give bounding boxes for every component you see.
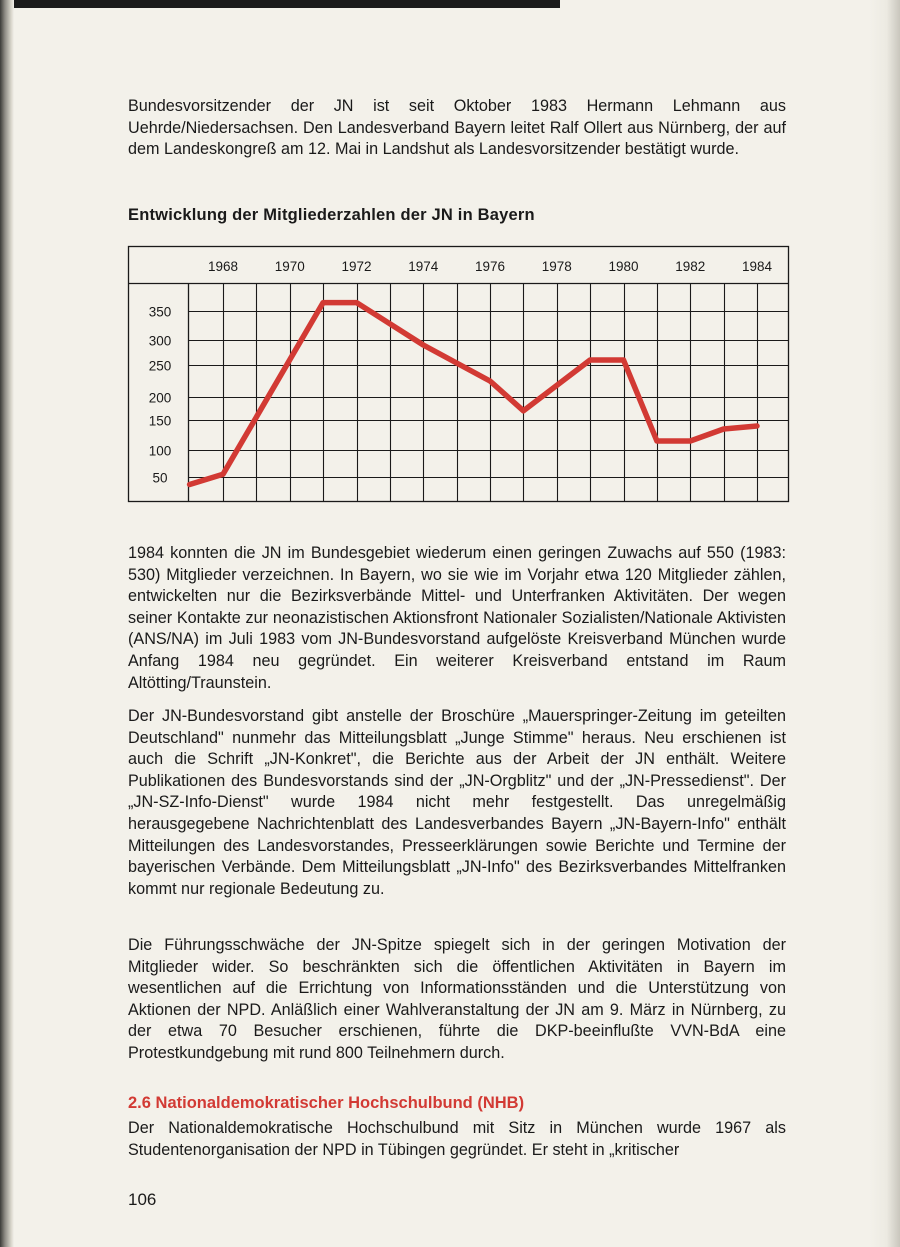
series-line-mitglieder bbox=[190, 303, 757, 485]
x-tick-label: 1972 bbox=[341, 259, 372, 274]
paragraph-leadership: Die Führungsschwäche der JN-Spitze spiegelt sich in der geringen Motivation der Mitglieder wider. So beschränkten sich die öffentlichen Aktivitäten in Bayern im wesentlichen auf die Errichtung von Informationsständen und die Unterstützung von Aktionen der NPD. Anläßlich einer Wahlveranstaltung der JN am 9. März in Nürnberg, zu der etwa 70 Besucher erschienen, führte die DKP-beeinflußte VVN-BdA eine Protestkundgebung mit rund 800 Teilnehmern durch. bbox=[128, 936, 786, 1062]
x-tick-label: 1978 bbox=[541, 259, 572, 274]
section-title: Nationaldemokratischer Hochschulbund (NHB) bbox=[155, 1094, 525, 1112]
y-tick-label: 250 bbox=[148, 358, 172, 374]
x-tick-label: 1968 bbox=[207, 259, 239, 274]
y-tick-label: 300 bbox=[148, 333, 172, 349]
paragraph-publications: Der JN-Bundesvorstand gibt anstelle der Broschüre „Mauerspringer-Zeitung im geteilten Deutschland" nunmehr das Mitteilungsblatt „Junge Stimme" heraus. Neu erschienen ist auch die Schrift „JN-Konkret", die Berichte aus der Arbeit der JN enthält. Weitere Publikationen des Bundesvorstands sind der „JN-Orgblitz" und der „JN-Pressedienst". Der „JN-SZ-Info-Dienst" wurde 1984 nicht mehr festgestellt. Das unregelmäßig herausgegebene Nachrichtenblatt des Landesverbandes Bayern „JN-Bayern-Info" enthält Mitteilungen des Landesvorstandes, Presseerklärungen sowie Berichte und Termine der bayerischen Verbände. Dem Mitteilungsblatt „JN-Info" des Bezirksverbandes Mittelfranken kommt nur regionale Bedeutung zu. bbox=[128, 707, 786, 898]
y-tick-label: 150 bbox=[148, 413, 172, 429]
x-tick-label: 1970 bbox=[274, 259, 305, 274]
paragraph-1984: 1984 konnten die JN im Bundesgebiet wiederum einen geringen Zuwachs auf 550 (1983: 530) Mitglieder verzeichnen. In Bayern, wo sie wie im Vorjahr etwa 120 Mitglieder zählen, entwickelten nur die Bezirksverbände Mittel- und Unterfranken Aktivitäten. Der wegen seiner Kontakte zur neonazistischen Aktionsfront Nationaler Sozialisten/Nationale Aktivisten (ANS/NA) im Juli 1983 vom JN-Bundesvorstand aufgelöste Kreisverband München wurde Anfang 1984 neu gegründet. Ein weiterer Kreisverband entstand im Raum Altötting/Traunstein. bbox=[128, 544, 786, 692]
page-number: 106 bbox=[128, 1190, 157, 1209]
intro-paragraph: Bundesvorsitzender der JN ist seit Oktober 1983 Hermann Lehmann aus Uehrde/Niedersachsen. Den Landesverband Bayern leitet Ralf Ollert aus Nürnberg, der auf dem Landeskongreß am 12. Mai in Landshut als Landesvorsitzender bestätigt wurde. bbox=[128, 97, 786, 159]
x-tick-label: 1982 bbox=[675, 259, 706, 274]
x-tick-label: 1974 bbox=[408, 259, 439, 274]
chart-title: Entwicklung der Mitgliederzahlen der JN in Bayern bbox=[128, 206, 535, 224]
x-tick-label: 1980 bbox=[608, 259, 639, 274]
y-tick-label: 350 bbox=[148, 304, 172, 320]
y-tick-label: 50 bbox=[152, 470, 168, 486]
y-tick-label: 200 bbox=[148, 390, 172, 406]
x-tick-label: 1984 bbox=[741, 259, 773, 274]
paragraph-nhb: Der Nationaldemokratische Hochschulbund mit Sitz in München wurde 1967 als Studentenorganisation der NPD in Tübingen gegründet. Er steht in „kritischer bbox=[128, 1119, 786, 1159]
section-number: 2.6 bbox=[128, 1094, 151, 1112]
y-tick-label: 100 bbox=[148, 443, 172, 459]
section-heading bbox=[128, 1093, 524, 1115]
x-tick-label: 1976 bbox=[474, 259, 506, 274]
